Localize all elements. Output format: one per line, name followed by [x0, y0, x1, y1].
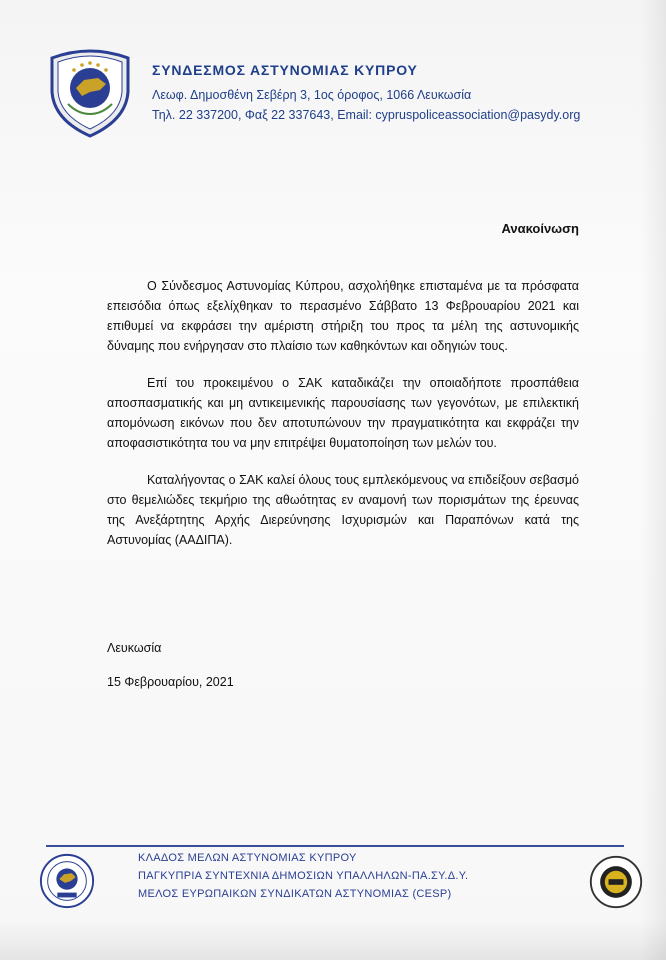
- organization-name: ΣΥΝΔΕΣΜΟΣ ΑΣΤΥΝΟΜΙΑΣ ΚΥΠΡΟΥ: [152, 62, 418, 78]
- footer-line-3: ΜΕΛΟΣ ΕΥΡΩΠΑΙΚΩΝ ΣΥΝΔΙΚΑΤΩΝ ΑΣΤΥΝΟΜΙΑΣ (CESP): [138, 888, 452, 900]
- announcement-title: Ανακοίνωση: [501, 221, 579, 236]
- page-shadow: [640, 0, 666, 960]
- footer-line-1: ΚΛΑΔΟΣ ΜΕΛΩΝ ΑΣΤΥΝΟΜΙΑΣ ΚΥΠΡΟΥ: [138, 852, 357, 864]
- organization-contact: Τηλ. 22 337200, Φαξ 22 337643, Email: cypruspoliceassociation@pasydy.org: [152, 108, 581, 122]
- cesp-emblem-icon: [588, 854, 644, 910]
- footer-divider: [46, 845, 624, 847]
- announcement-body: [107, 276, 579, 567]
- signing-date: 15 Φεβρουαρίου, 2021: [107, 675, 234, 689]
- paragraph-3: Καταλήγοντας ο ΣΑΚ καλεί όλους τους εμπλεκόμενους να επιδείξουν σεβασμό στο θεμελιώδες τεκμήριο της αθωότητας εν αναμονή των πορισμάτων της έρευνας της Ανεξάρτητης Αρχής Διερεύνησης Ισχυρισμών και Παραπόνων κατά της Αστυνομίας (ΑΑΔΙΠΑ).: [107, 473, 579, 547]
- paragraph-2: Επί του προκειμένου ο ΣΑΚ καταδικάζει την οποιαδήποτε προσπάθεια αποσπασματικής και μη αντικειμενικής παρουσίασης των γεγονότων, με επιλεκτική απομόνωση εικόνων που δεν αποτυπώνουν την πραγματικότητα και εκφράζει την αποφασιστικότητα του να μην επιτρέψει θυματοποίηση των μελών του.: [107, 376, 579, 450]
- signing-place: Λευκωσία: [107, 641, 162, 655]
- paragraph-1: Ο Σύνδεσμος Αστυνομίας Κύπρου, ασχολήθηκε επισταμένα με τα πρόσφατα επεισόδια όπως εξελίχθηκαν το περασμένο Σάββατο 13 Φεβρουαρίου 2021 και επιθυμεί να εκφράσει την αμέριστη στήριξη του προς τα μέλη της αστυνομικής δύναμης που ενήργησαν στο πλαίσιο των καθηκόντων και οδηγιών τους.: [107, 279, 579, 353]
- police-association-emblem-icon: [40, 40, 140, 140]
- footer-line-2: ΠΑΓΚΥΠΡΙΑ ΣΥΝΤΕΧΝΙΑ ΔΗΜΟΣΙΩΝ ΥΠΑΛΛΗΛΩΝ-ΠΑ.ΣΥ.Δ.Υ.: [138, 870, 469, 882]
- organization-address: Λεωφ. Δημοσθένη Σεβέρη 3, 1ος όροφος, 1066 Λευκωσία: [152, 88, 472, 102]
- pasydy-branch-emblem-icon: [38, 852, 96, 910]
- page-fold-shadow: [0, 920, 666, 960]
